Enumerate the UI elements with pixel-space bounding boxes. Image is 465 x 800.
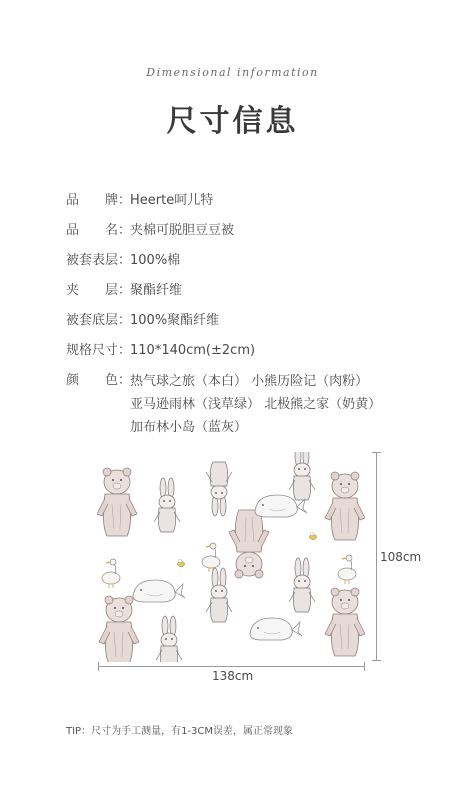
spec-row-product-name	[66, 220, 446, 242]
height-tick-bottom	[372, 660, 381, 661]
width-tick-left	[98, 662, 99, 671]
height-tick-top	[372, 452, 381, 453]
color-options	[130, 370, 446, 439]
spec-row-cover-inner	[66, 310, 446, 332]
spec-row-filling	[66, 280, 446, 302]
spec-label: 规格尺寸：	[66, 343, 132, 358]
spec-label: 被套表层：	[66, 253, 132, 268]
spec-value: 100%棉	[130, 253, 181, 268]
spec-label: 被套底层：	[66, 313, 132, 328]
height-label: 108cm	[380, 550, 422, 564]
color-line: 亚马逊雨林（浅草绿） 北极熊之家（奶黄）	[130, 397, 382, 412]
spec-row-size	[66, 340, 446, 362]
spec-label: 品 名：	[66, 223, 132, 238]
quilt-illustration	[97, 452, 365, 662]
spec-label: 夹 层：	[66, 283, 132, 298]
width-dimension-line	[98, 666, 364, 667]
spec-row-colors	[66, 370, 446, 439]
spec-label: 品 牌：	[66, 193, 132, 208]
spec-value: Heerte呵儿特	[130, 193, 214, 208]
spec-label: 颜 色：	[66, 373, 132, 388]
color-line: 热气球之旅（本白） 小熊历险记（肉粉）	[130, 374, 369, 389]
width-label: 138cm	[212, 669, 254, 683]
spec-value: 110*140cm(±2cm)	[130, 343, 256, 358]
spec-list	[66, 190, 446, 447]
quilt-pattern-image	[97, 452, 365, 662]
spec-value: 聚酯纤维	[130, 283, 183, 298]
width-tick-right	[364, 662, 365, 671]
measurement-tip: TIP：尺寸为手工测量，有1-3CM误差，属正常现象	[66, 726, 294, 737]
spec-row-brand	[66, 190, 446, 212]
spec-value: 100%聚酯纤维	[130, 313, 220, 328]
height-dimension-line	[376, 452, 377, 660]
color-line: 加布林小岛（蓝灰）	[130, 420, 248, 435]
section-subtitle: Dimensional information	[146, 66, 319, 79]
section-title: 尺寸信息	[166, 104, 299, 139]
spec-row-cover-outer	[66, 250, 446, 272]
spec-value: 夹棉可脱胆豆豆被	[130, 223, 235, 238]
